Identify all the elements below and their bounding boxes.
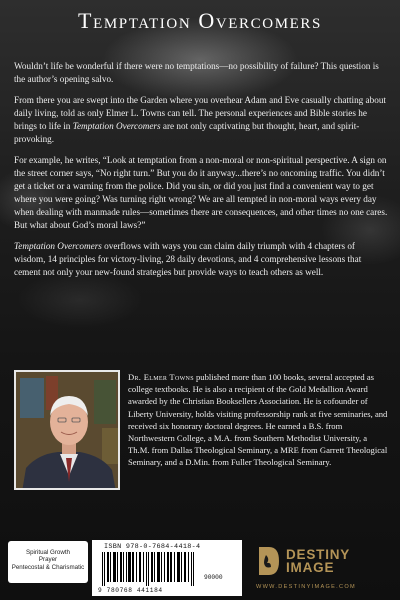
- book-title: Temptation Overcomers: [78, 8, 322, 33]
- publisher-logo: [286, 548, 350, 574]
- copy-paragraph-2-text: From there you are swept into the Garden where you overhear Adam and Eve casually chatting about daily living, told as only Elmer L. Towns can tell. The personal experiences and Bible stories he brings to life in: [14, 94, 386, 131]
- price-code: 90000: [204, 574, 223, 581]
- publisher-name-line-1: DESTINY: [286, 547, 351, 562]
- copy-paragraph-4-title: Temptation Overcomers: [14, 240, 102, 251]
- publisher-website: WWW.DESTINYIMAGE.COM: [256, 584, 356, 590]
- publisher-name-line-2: IMAGE: [286, 560, 335, 575]
- copy-paragraph-2-end: are not only captivating but thought, heart, and spirit-provoking.: [14, 120, 360, 145]
- author-photo: [14, 370, 120, 490]
- author-bio-text: published more than 100 books, several accepted as college textbooks. He is also a recipient of the Gold Medallion Award awarded by the Christian Booksellers Association. He is cofounder of Liberty University, holds visiting professorship rank at five seminaries, and received six honorary doctoral degrees. He earned a B.S. from Northwestern College, a M.A. from Southern Methodist University, a Th.M. from Dallas Theological Seminary, a MRE from Garrett Theological Seminary, and a D.Min. from Fuller Theological Seminary.: [128, 372, 388, 468]
- genre-line-3: Pentecostal & Charismatic: [11, 563, 85, 571]
- genre-label: [8, 541, 88, 583]
- ean-digits: 9 780768 441184: [98, 587, 163, 594]
- author-bio: [128, 371, 388, 469]
- isbn-barcode-box: [92, 540, 242, 596]
- back-cover-copy: [14, 60, 388, 287]
- copy-paragraph-4-text: overflows with ways you can claim daily triumph with 4 chapters of wisdom, 14 principles for victory-living, 28 daily devotions, and 4 comprehensive lessons that cement not only your new-found strategies but provide ways to teach others as well.: [14, 240, 362, 278]
- ean-barcode: [102, 552, 198, 586]
- genre-line-2: Prayer: [38, 556, 58, 564]
- isbn-number: ISBN 978-0-7684-4418-4: [104, 543, 201, 551]
- genre-line-1: Spiritual Growth: [25, 549, 71, 556]
- copy-paragraph-4: [14, 240, 388, 279]
- copy-paragraph-2-title: Temptation Overcomers: [72, 120, 161, 131]
- copy-paragraph-1: Wouldn’t life be wonderful if there were no temptations—no possibility of failure? This question is the author’s opening salvo.: [14, 61, 379, 85]
- author-name: Dr. Elmer Towns: [128, 372, 194, 382]
- copy-paragraph-2: [14, 94, 388, 146]
- destiny-image-logo-icon: [257, 545, 281, 577]
- copy-paragraph-3: For example, he writes, “Look at temptation from a non-moral or non-spiritual perspective. A sign on the street corner says, “No right turn.” But you do it anyway...there’s no oncoming traffic. You didn’t get a ticket or a warning from the police. Did you sin, or did you just find a convenient way to get where you were going? Was turning right wrong? We are all tempted in non-moral ways every day when dealing with manmade rules—sometimes there are consequences, and other times no one cares. But what about God’s moral laws?”: [14, 154, 388, 231]
- author-portrait-illustration: [16, 372, 120, 490]
